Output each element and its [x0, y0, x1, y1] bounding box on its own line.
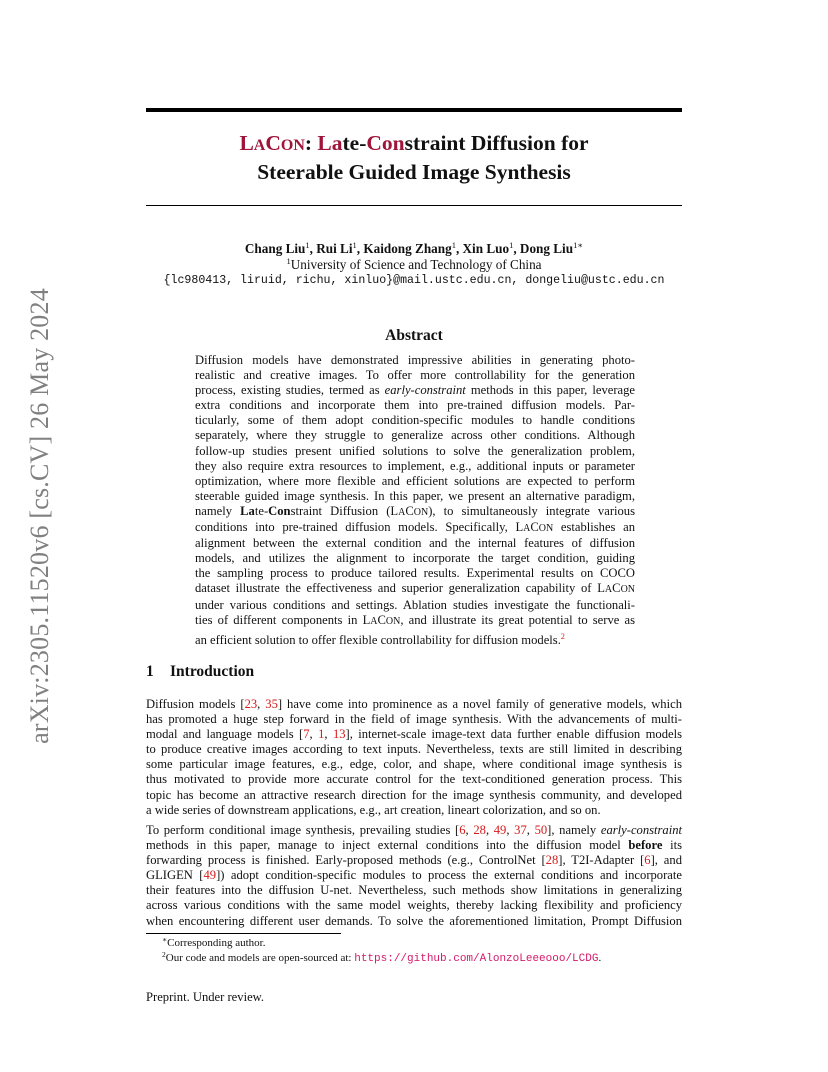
paper-title [146, 130, 682, 186]
author-name: Rui Li [316, 241, 353, 256]
affiliation: $^1$University of Science and Technology of China [286, 256, 542, 272]
citation-link[interactable]: 49 [493, 823, 507, 837]
citation-link[interactable]: 13 [332, 727, 346, 742]
abstract-body: Diffusion models have demonstrated impressive abilities in generating photo- realistic and creative images. To offer more controllability for the generation process, existing studies, termed as early-constraint methods in this paper, leverage extra conditions and incorporate them into pre-trained diffusion models. Par- ticularly, some of them adopt condition-specific modules to handle conditions separately, where they struggle to generalize across other conditions. Although follow-up studies present unified solutions to solve the generalization problem, they also require extra resources to implement, e.g., additional inputs or parameter optimization, where more flexible and efficient solutions are expected to perform steerable guided image synthesis. In this paper, we present an alternative paradigm, namely Late-Constraint Diffusion (LACON), to simultaneously integrate various conditions into pre-trained diffusion models. Specifically, LACON establishes an alignment between the external condition and the internal features of diffusion models, and utilizes the alignment to incorporate the target condition, guiding the sampling process to produce tailored results. Experimental results on COCO dataset illustrate the effectiveness and superior generalization capability of LACON under various conditions and settings. Ablation studies investigate the functionali- ties of different components in LACON, and illustrate its great potential to serve as an efficient solution to offer flexible controllability for diffusion models.$^2$ [195, 353, 636, 647]
author-name: Kaidong Zhang [363, 241, 452, 256]
citation-link[interactable]: 50 [534, 823, 548, 837]
citation-link[interactable]: 28 [473, 823, 486, 837]
footnotes [162, 936, 682, 966]
citation-link[interactable]: 23 [244, 697, 258, 711]
citation-link[interactable]: 37 [514, 823, 527, 837]
footnote-ref[interactable]: 2 [560, 631, 565, 641]
footnote-rule [146, 933, 341, 934]
citation-link[interactable]: 1 [318, 727, 325, 742]
title-lacon: LACON [239, 131, 305, 155]
preprint-note: Preprint. Under review. [146, 990, 265, 1004]
intro-paragraph-2: To perform conditional image synthesis, prevailing studies [6, 28, 49, 37, 50], namely early-constraint methods in this paper, manage to inject external conditions into the diffusion model before its forwarding process is finished. Early-proposed methods (e.g., ControlNet [28], T2I-Adapter [6], and GLIGEN [49]) adopt condition-specific modules to process the external conditions and incorporate their features into the diffusion U-net. Nevertheless, such methods show limitations in generalizing across various conditions with the same model weights, thereby lacking flexibility and proficiency when encountering different user demands. To solve the aforementioned limitation, Prompt Diffusion [146, 823, 683, 928]
github-link[interactable]: https://github.com/AlonzoLeeeooo/LCDG [354, 952, 599, 965]
citation-link[interactable]: 49 [203, 868, 217, 883]
author-name: Dong Liu [519, 241, 574, 256]
arxiv-identifier: arXiv:2305.11520v6 [cs.CV] 26 May 2024 [25, 288, 54, 744]
intro-paragraph-1: Diffusion models [23, 35] have come into prominence as a novel family of generative models, which has promoted a huge step forward in the field of image synthesis. With the advancements of multi- modal and language models [7, 1, 13], internet-scale image-text data further enable diffusion models to produce creative images according to text inputs. Nevertheless, texts are still limited in describing some particular image features, e.g., edge, color, and shape, where conditional image synthesis is thus motivated to provide more accurate control for the text-conditioned generation process. This topic has become an attractive research direction for the image synthesis community, and developed a wide series of downstream applications, e.g., art creation, lineart colorization, and so on. [146, 697, 682, 817]
footnote-2: $^2$Our code and models are open-sourced at: https://github.com/AlonzoLeeeooo/LCDG. [162, 949, 602, 965]
title-bottom-rule [146, 205, 682, 206]
citation-link[interactable]: 7 [303, 727, 310, 742]
footnote-1: ∗Corresponding author. [162, 935, 266, 949]
title-line-1: LACON: Late-Constraint Diffusion for [239, 131, 589, 155]
author-name: Xin Luo [462, 241, 510, 256]
author-emails: {lc980413, liruid, richu, xinluo}@mail.ustc.edu.cn, dongeliu@ustc.edu.cn [163, 274, 665, 287]
citation-link[interactable]: 35 [265, 697, 278, 711]
section-heading-introduction: 1 Introduction [146, 663, 255, 680]
author-block [146, 241, 682, 289]
citation-link[interactable]: 6 [644, 853, 651, 868]
author-names: Chang Liu$^1$, Rui Li$^1$, Kaidong Zhang$^1$, Xin Luo$^1$, Dong Liu$^{1∗}$ [244, 240, 584, 256]
citation-link[interactable]: 6 [459, 823, 466, 837]
author-name: Chang Liu [244, 241, 306, 256]
title-top-rule [146, 108, 682, 112]
title-line-2: Steerable Guided Image Synthesis [257, 160, 571, 184]
abstract-heading: Abstract [385, 327, 443, 344]
citation-link[interactable]: 28 [545, 853, 559, 868]
